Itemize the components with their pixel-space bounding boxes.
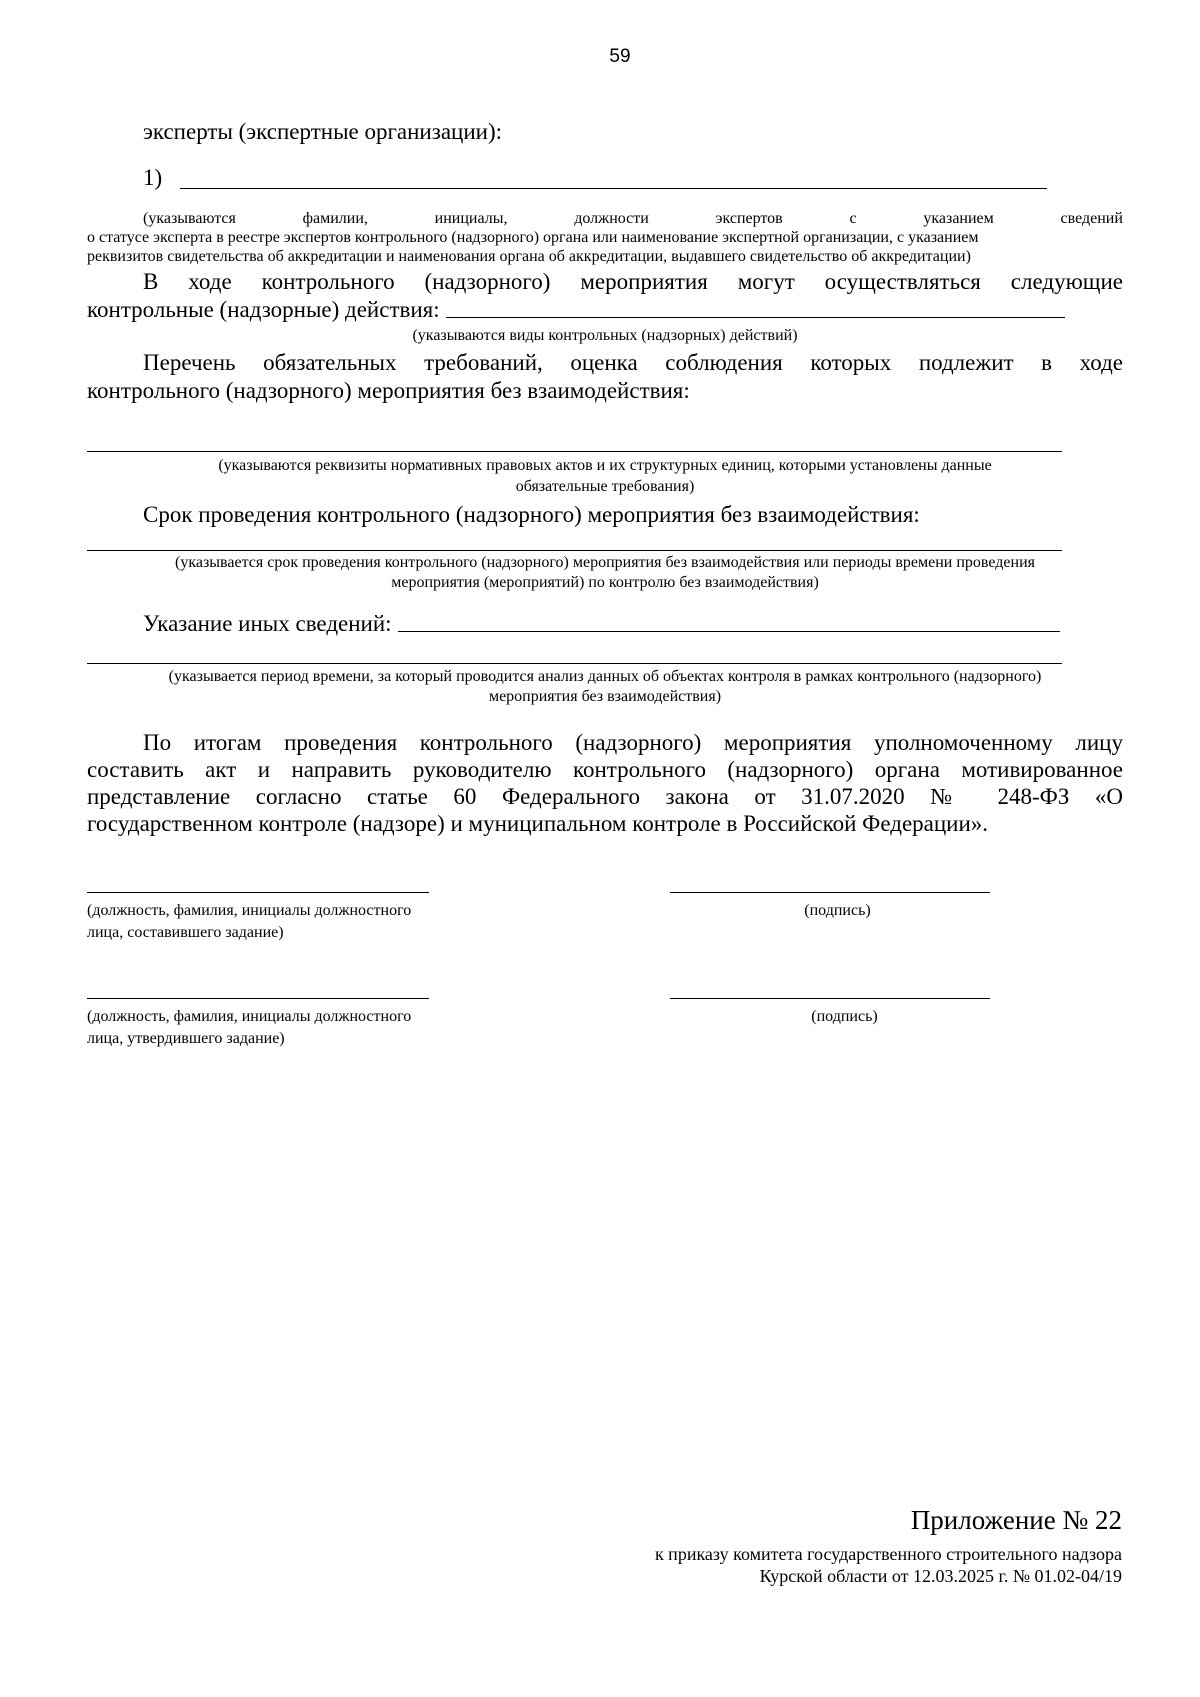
experts-note-word: инициалы, [434,210,508,227]
other-note-line2: мероприятия без взаимодействия) [488,688,722,705]
approver-signature-caption: (подпись) [811,1008,878,1025]
appendix-title: Приложение № 22 [910,1505,1122,1535]
experts-note-line1 [143,209,1123,228]
actions-line2-row [87,296,1065,323]
other-line: Указание иных сведений: [143,611,392,636]
experts-note-word: указанием [923,210,994,227]
experts-note-word: с [849,210,857,227]
requirements-line2: контрольного (надзорного) мероприятия без взаимодействия: [87,378,690,403]
other-second-fill-line [87,663,1062,664]
page-number: 59 [609,46,631,67]
other-note-line1: (указывается период времени, за который проводится анализ данных об объектах контроля в рамках контрольного (надзорного) [168,668,1042,685]
conclusion-line4: государственном контроле (надзоре) и муниципальном контроле в Российской Федерации». [87,811,989,836]
experts-note-line3: реквизитов свидетельства об аккредитации и наименования органа об аккредитации, выдавшего свидетельство об аккредитации) [87,248,971,265]
experts-fill-line [180,188,1047,189]
appendix-line2: Курской области от 12.03.2025 г. № 01.02-04/19 [759,1566,1122,1586]
signature-caption: (подпись) [804,902,871,919]
experts-note-word: должности [574,210,649,227]
actions-fill-line [446,317,1065,318]
experts-note-word: экспертов [715,210,783,227]
signature-line [670,892,990,893]
signature-position-caption-line1: (должность, фамилия, инициалы должностного [87,902,412,919]
signature-position-line [87,892,429,893]
signature-position-caption-line2: лица, составившего задание) [87,924,284,941]
term-note-line2: мероприятия (мероприятий) по контролю без взаимодействия) [391,574,819,591]
term-note-line1: (указывается срок проведения контрольного (надзорного) мероприятия без взаимодействия или периоды времени проведения [174,554,1036,571]
approver-signature-line [670,998,990,999]
actions-note: (указываются виды контрольных (надзорных) действий) [412,327,798,344]
conclusion-line3: представление согласно статье 60 Федерального закона от 31.07.2020 № 248-ФЗ «О [87,784,1123,809]
approver-position-caption-line2: лица, утвердившего задание) [87,1030,285,1047]
experts-item-number: 1) [143,165,163,190]
experts-note-word: сведений [1060,210,1123,227]
other-fill-line [398,631,1060,632]
term-line: Срок проведения контрольного (надзорного) мероприятия без взаимодействия: [143,502,920,527]
requirements-line1: Перечень обязательных требований, оценка соблюдения которых подлежит в ходе [143,350,1123,375]
experts-note-word: (указываются [143,210,236,227]
conclusion-line1: По итогам проведения контрольного (надзорного) мероприятия уполномоченному лицу [143,730,1123,755]
other-row [143,610,1060,637]
term-fill-line [87,550,1062,551]
approver-position-line [87,998,429,999]
actions-line1: В ходе контрольного (надзорного) мероприятия могут осуществляться следующие [143,269,1123,294]
appendix-line1: к приказу комитета государственного строительного надзора [654,1544,1122,1564]
approver-position-caption-line1: (должность, фамилия, инициалы должностного [87,1008,412,1025]
conclusion-line2: составить акт и направить руководителю контрольного (надзорного) органа мотивированное [87,757,1123,782]
requirements-note-line1: (указываются реквизиты нормативных правовых актов и их структурных единиц, которыми установлены данные [218,457,992,474]
experts-note-line2: о статусе эксперта в реестре экспертов контрольного (надзорного) органа или наименование экспертной организации, с указанием [87,229,979,246]
requirements-note-line2: обязательные требования) [515,478,695,495]
experts-heading: эксперты (экспертные организации): [143,119,503,144]
actions-line2: контрольные (надзорные) действия: [87,297,440,322]
experts-note-word: фамилии, [302,210,368,227]
requirements-fill-line [87,451,1062,452]
